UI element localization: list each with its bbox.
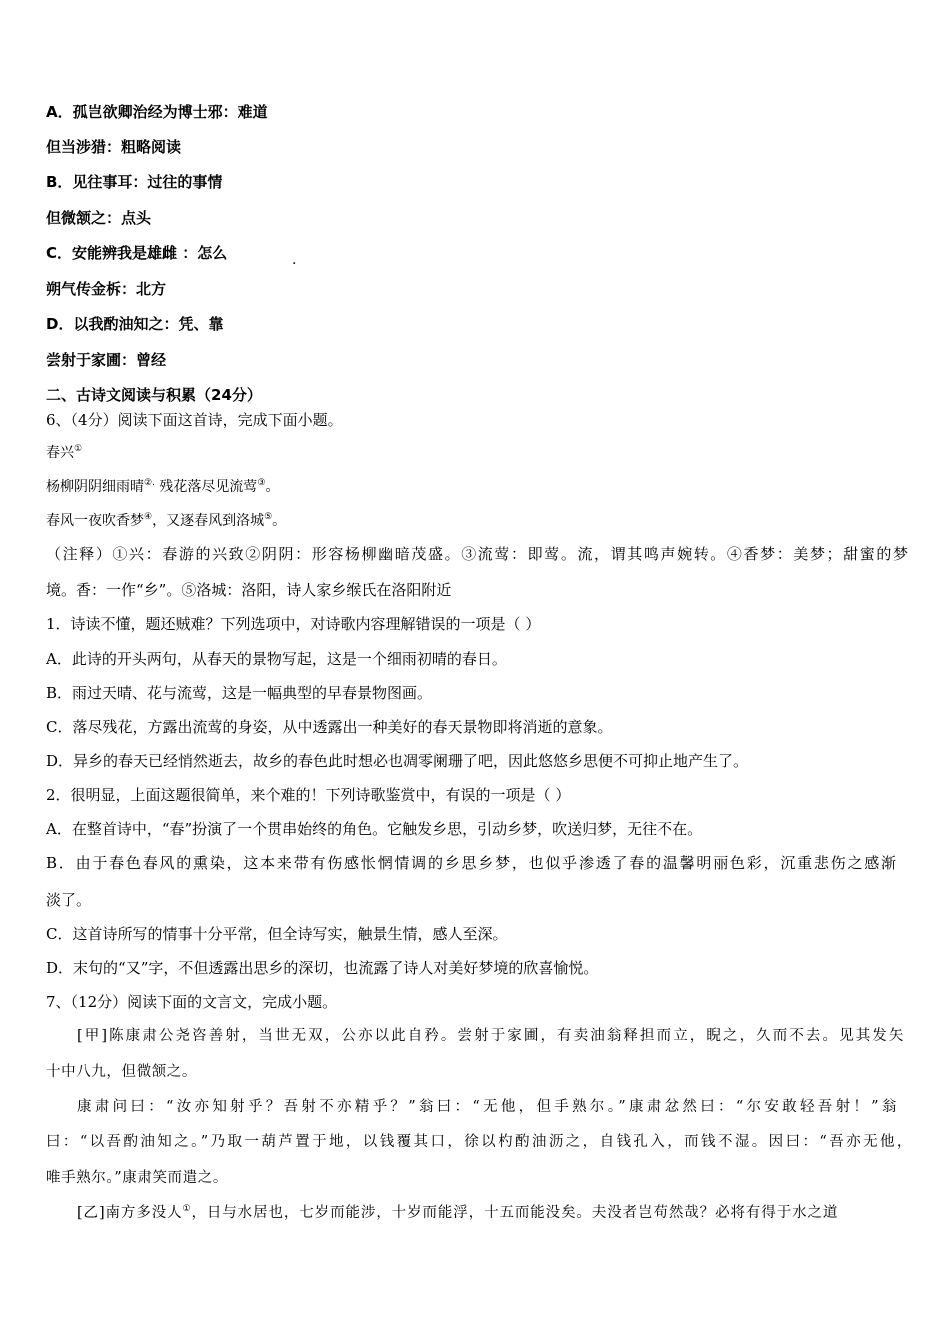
q6-sub1-option-c: C．落尽残花，方露出流莺的身姿，从中透露出一种美好的春天景物即将消逝的意象。 bbox=[46, 718, 613, 736]
q6-sub1-option-a: A．此诗的开头两句，从春天的景物写起，这是一个细雨初晴的春日。 bbox=[46, 650, 507, 668]
option-b-line-1: B．见往事耳：过往的事情 bbox=[46, 173, 223, 191]
q6-sub2-option-d: D．末句的“又”字，不但透露出思乡的深切，也流露了诗人对美好梦境的欣喜愉悦。 bbox=[46, 959, 599, 977]
q6-sub2-option-a: A．在整首诗中，“春”扮演了一个贯串始终的角色。它触发乡思，引动乡梦，吹送归梦，无往不在。 bbox=[46, 820, 703, 838]
passage-jia-line-3: 康肃问曰：“汝亦知射乎？吾射不亦精乎？”翁曰：“无他，但手熟尔。”康肃忿然曰：“尔安敢轻吾射！”翁 bbox=[77, 1099, 897, 1115]
passage-yi-line-1: [乙]南方多没人①，日与水居也，七岁而能涉，十岁而能浮，十五而能没矣。夫没者岂苟然哉？必将有得于水之道 bbox=[77, 1204, 839, 1221]
q6-prompt: 6、（4分）阅读下面这首诗，完成下面小题。 bbox=[46, 411, 343, 429]
option-b-line-2: 但微颔之：点头 bbox=[46, 209, 152, 227]
q6-sub2-option-c: C．这首诗所写的情事十分平常，但全诗写实，触景生情，感人至深。 bbox=[46, 925, 508, 943]
passage-jia-line-2: 十中八九，但微颔之。 bbox=[46, 1064, 197, 1080]
poem-notes-line-1: （注释）①兴：春游的兴致②阴阴：形容杨柳幽暗茂盛。③流莺：即莺。流，谓其鸣声婉转。④香梦：美梦；甜蜜的梦 bbox=[46, 545, 908, 563]
stray-dot: . bbox=[292, 252, 297, 268]
poem-title: 春兴① bbox=[46, 444, 83, 461]
poem-line-2: 春风一夜吹香梦④，又逐春风到洛城⑤。 bbox=[46, 512, 287, 529]
option-c-line-1: C．安能辨我是雄雌 ：怎么 bbox=[46, 244, 228, 262]
q6-sub2-option-b-line-2: 淡了。 bbox=[46, 891, 92, 909]
q7-prompt: 7、（12分）阅读下面的文言文，完成小题。 bbox=[46, 993, 338, 1011]
passage-jia-line-5: 唯手熟尔。”康肃笑而遣之。 bbox=[46, 1170, 228, 1186]
passage-jia-line-4: 曰：“以吾酌油知之。”乃取一葫芦置于地，以钱覆其口，徐以杓酌油沥之，自钱孔入，而钱不湿。因曰：“吾亦无他， bbox=[46, 1134, 912, 1150]
option-c-line-2: 朔气传金柝：北方 bbox=[46, 280, 167, 298]
q6-sub2-option-b-line-1: B．由于春色春风的熏染，这本来带有伤感怅惘情调的乡思乡梦，也似乎渗透了春的温馨明丽色彩，沉重悲伤之感渐 bbox=[46, 854, 896, 872]
option-d-line-2: 尝射于家圃：曾经 bbox=[46, 351, 167, 369]
q6-sub1-stem: 1．诗读不懂，题还贼难？下列选项中，对诗歌内容理解错误的一项是（ ） bbox=[46, 615, 541, 633]
q6-sub1-option-d: D．异乡的春天已经悄然逝去，故乡的春色此时想必也凋零阑珊了吧，因此悠悠乡思便不可抑止地产生了。 bbox=[46, 752, 749, 770]
option-a-line-2: 但当涉猎：粗略阅读 bbox=[46, 138, 182, 156]
option-a-line-1: A．孤岂欲卿治经为博士邪：难道 bbox=[46, 103, 268, 121]
section-heading: 二、古诗文阅读与积累（24分） bbox=[46, 386, 262, 404]
q6-sub1-option-b: B．雨过天晴、花与流莺，这是一幅典型的早春景物图画。 bbox=[46, 684, 433, 702]
passage-jia-line-1: [甲]陈康肃公尧咨善射，当世无双，公亦以此自矜。尝射于家圃，有卖油翁释担而立，睨之，久而不去。见其发矢 bbox=[77, 1028, 904, 1044]
poem-notes-line-2: 境。香：一作“乡”。⑤洛城：洛阳，诗人家乡缑氏在洛阳附近 bbox=[46, 581, 452, 599]
q6-sub2-stem: 2．很明显，上面这题很简单，来个难的！下列诗歌鉴赏中，有误的一项是（ ） bbox=[46, 786, 571, 804]
poem-line-1: 杨柳阴阴细雨晴②. 残花落尽见流莺③。 bbox=[46, 478, 280, 495]
option-d-line-1: D．以我酌油知之：凭、靠 bbox=[46, 315, 224, 333]
